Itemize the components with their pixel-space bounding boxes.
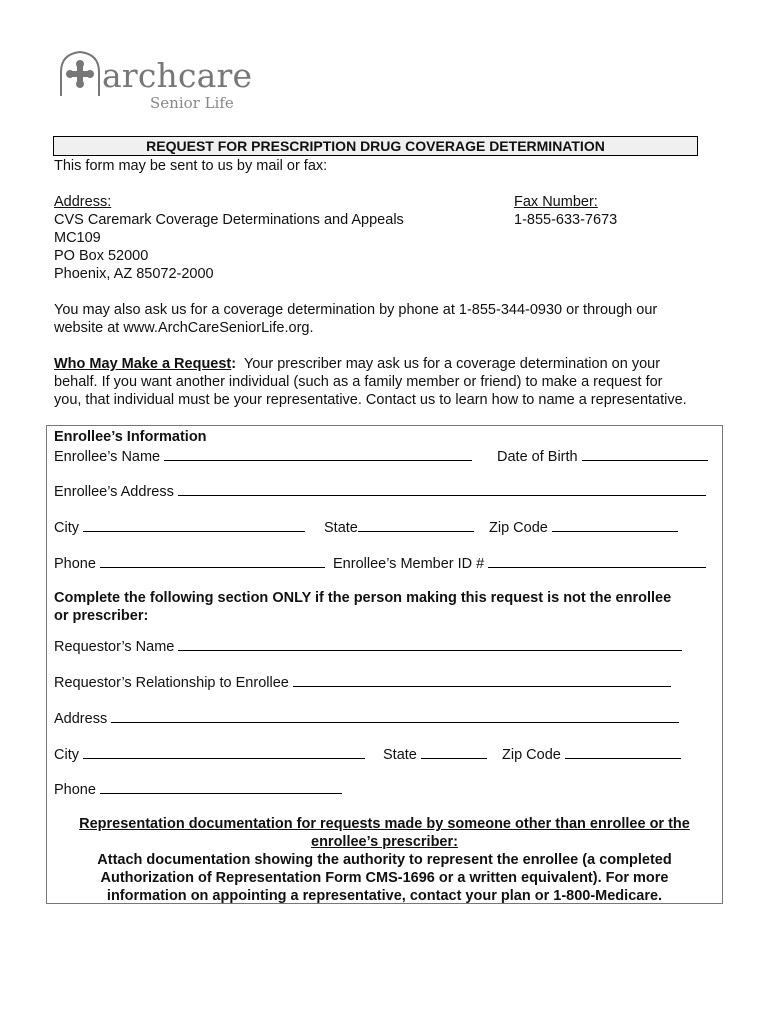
enrollee-city-row xyxy=(54,517,305,537)
enrollee-name-field[interactable] xyxy=(164,446,472,461)
logo-wordmark: archcare xyxy=(102,56,253,95)
phone-label: Phone xyxy=(54,556,96,572)
enrollee-name-row xyxy=(54,446,472,466)
address-line: CVS Caremark Coverage Determinations and Appeals xyxy=(54,212,404,228)
requestor-name-row xyxy=(54,636,682,656)
requestor-heading: Complete the following section ONLY if the person making this request is not the enrollee xyxy=(54,590,672,606)
who-line: behalf. If you want another individual (such as a family member or friend) to make a request for xyxy=(54,374,663,390)
address-line: Phoenix, AZ 85072-2000 xyxy=(54,266,214,282)
dob-label: Date of Birth xyxy=(497,449,578,465)
relationship-field[interactable] xyxy=(293,672,671,687)
requestor-zip-field[interactable] xyxy=(565,744,681,759)
requestor-heading: or prescriber: xyxy=(54,608,149,624)
enrollee-zip-row xyxy=(489,517,678,537)
relationship-label: Requestor’s Relationship to Enrollee xyxy=(54,675,289,691)
requestor-zip-label: Zip Code xyxy=(502,747,561,763)
fax-number: 1-855-633-7673 xyxy=(514,212,618,228)
zip-label: Zip Code xyxy=(489,520,548,536)
member-id-field[interactable] xyxy=(488,553,706,568)
representation-body: Authorization of Representation Form CMS-1696 or a written equivalent). For more xyxy=(100,870,669,886)
logo-subtitle: Senior Life xyxy=(150,94,234,112)
requestor-phone-row xyxy=(54,779,342,799)
member-id-row xyxy=(333,553,706,573)
fax-label: Fax Number: xyxy=(514,194,598,210)
who-heading: Who May Make a Request xyxy=(54,356,232,372)
representation-heading: enrollee’s prescriber: xyxy=(311,834,458,850)
who-line: you, that individual must be your representative. Contact us to learn how to name a representative. xyxy=(54,392,687,408)
address-line: PO Box 52000 xyxy=(54,248,149,264)
representation-body: Attach documentation showing the authority to represent the enrollee (a completed xyxy=(97,852,672,868)
who-line xyxy=(54,355,660,373)
address-label: Address: xyxy=(54,194,112,210)
requestor-state-label: State xyxy=(383,747,417,763)
requestor-phone-field[interactable] xyxy=(100,779,342,794)
requestor-zip-row xyxy=(502,744,681,764)
enrollee-address-row xyxy=(54,481,706,501)
enrollee-name-label: Enrollee’s Name xyxy=(54,449,161,465)
form-title: REQUEST FOR PRESCRIPTION DRUG COVERAGE DETERMINATION xyxy=(53,136,698,156)
state-field[interactable] xyxy=(358,517,474,532)
member-id-label: Enrollee’s Member ID # xyxy=(333,556,485,572)
enrollee-phone-row xyxy=(54,553,325,573)
representation-body: information on appointing a representative, contact your plan or 1-800-Medicare. xyxy=(106,888,663,904)
requestor-address-row xyxy=(54,708,679,728)
who-text: Your prescriber may ask us for a coverage determination on your xyxy=(236,356,661,372)
representation-heading: Representation documentation for requests made by someone other than enrollee or the xyxy=(79,816,690,832)
archcare-logo xyxy=(58,50,253,114)
cross-arch-icon xyxy=(58,50,102,98)
requestor-name-field[interactable] xyxy=(178,636,682,651)
requestor-city-field[interactable] xyxy=(83,744,365,759)
city-label: City xyxy=(54,520,79,536)
enrollee-heading: Enrollee’s Information xyxy=(54,429,207,445)
dob-field[interactable] xyxy=(582,446,708,461)
requestor-state-row xyxy=(383,744,487,764)
requestor-city-row xyxy=(54,744,365,764)
requestor-address-label: Address xyxy=(54,711,108,727)
requestor-state-field[interactable] xyxy=(421,744,487,759)
city-field[interactable] xyxy=(83,517,305,532)
state-label: State xyxy=(324,520,358,536)
requestor-name-label: Requestor’s Name xyxy=(54,639,175,655)
relationship-row xyxy=(54,672,671,692)
requestor-address-field[interactable] xyxy=(111,708,679,723)
phone-note-line: website at www.ArchCareSeniorLife.org. xyxy=(54,320,314,336)
phone-note-line: You may also ask us for a coverage determination by phone at 1-855-344-0930 or through our xyxy=(54,302,658,318)
enrollee-address-field[interactable] xyxy=(178,481,706,496)
enrollee-address-label: Enrollee’s Address xyxy=(54,484,174,500)
who-colon: : xyxy=(231,356,237,372)
phone-field[interactable] xyxy=(100,553,325,568)
enrollee-state-row xyxy=(324,517,474,537)
dob-row xyxy=(497,446,708,466)
intro-text: This form may be sent to us by mail or fax: xyxy=(54,158,328,174)
zip-field[interactable] xyxy=(552,517,678,532)
address-line: MC109 xyxy=(54,230,101,246)
requestor-phone-label: Phone xyxy=(54,782,96,798)
requestor-city-label: City xyxy=(54,747,79,763)
